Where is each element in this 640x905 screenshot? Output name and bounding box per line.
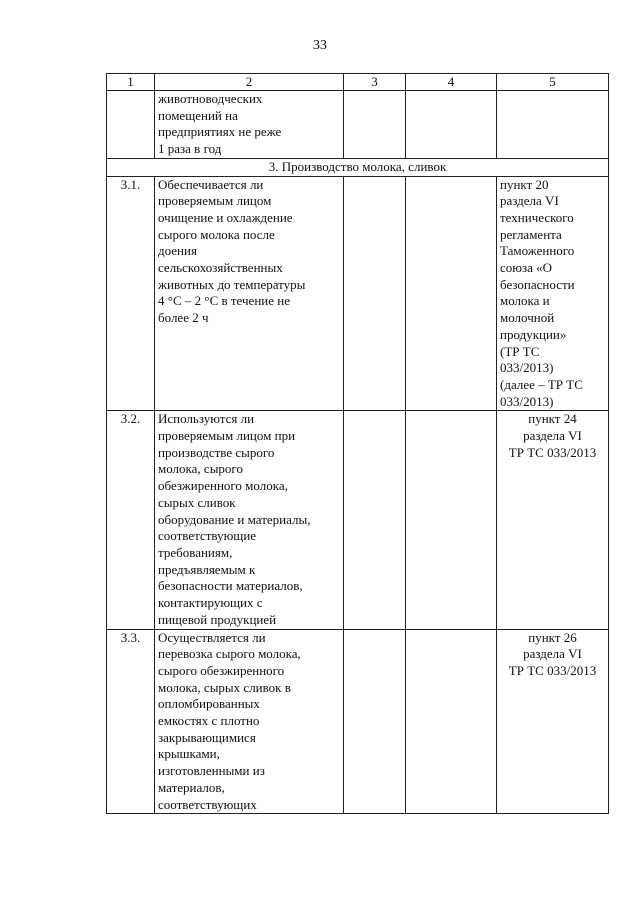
question-line: животных до температуры [158, 276, 306, 292]
reference-line: раздела VI [523, 428, 582, 444]
reference-line: продукции» [500, 326, 567, 342]
question-line: соответствующие [158, 528, 257, 544]
question-line: безопасности материалов, [158, 578, 303, 594]
question-line: оборудование и материалы, [158, 511, 311, 527]
header-col-2: 2 [155, 74, 344, 91]
row-col3 [344, 411, 406, 629]
reference-line: технического [500, 209, 574, 225]
reference-line: (ТР ТС [500, 343, 540, 359]
row-question [155, 176, 344, 411]
question-line: проверяемым лицом при [158, 428, 296, 444]
reference-line: (далее – ТР ТС [500, 376, 583, 392]
reference-line: ТР ТС 033/2013 [508, 444, 597, 460]
question-line: изготовленными из [158, 763, 265, 779]
reference-line: Таможенного [500, 243, 575, 259]
section-row [107, 158, 609, 176]
row-number: 3.1. [107, 176, 155, 411]
reference-line: раздела VI [500, 193, 559, 209]
reference-line: безопасности [500, 276, 575, 292]
question-line: соответствующих [158, 796, 257, 812]
question-line: сырого обезжиренного [158, 662, 285, 678]
question-line: производстве сырого [158, 444, 275, 460]
reference-line: пункт 24 [528, 411, 577, 427]
question-line: перевозка сырого молока, [158, 646, 301, 662]
question-line: 4 °C – 2 °C в течение не [158, 293, 290, 309]
continuation-col4 [406, 91, 497, 159]
continuation-question [155, 91, 344, 159]
reference-line: 033/2013) [500, 393, 554, 409]
question-line: крышками, [158, 746, 220, 762]
row-reference [497, 176, 609, 411]
table-row [107, 629, 609, 814]
table-row [107, 411, 609, 629]
question-line: проверяемым лицом [158, 193, 272, 209]
row-reference [497, 411, 609, 629]
question-line: доения [158, 243, 197, 259]
row-number: 3.2. [107, 411, 155, 629]
question-line: помещений на [158, 107, 238, 123]
table-row [107, 176, 609, 411]
section-title: 3. Производство молока, сливок [107, 158, 609, 176]
question-line: очищение и охлаждение [158, 209, 293, 225]
question-line: молока, сырого [158, 461, 243, 477]
reference-line: ТР ТС 033/2013 [508, 662, 597, 678]
question-line: предприятиях не реже [158, 124, 282, 140]
question-line: материалов, [158, 779, 225, 795]
header-col-3: 3 [344, 74, 406, 91]
page-number: 33 [313, 38, 327, 53]
row-col3 [344, 629, 406, 814]
reference-line: 033/2013) [500, 360, 554, 376]
continuation-num [107, 91, 155, 159]
question-line: закрывающимися [158, 729, 256, 745]
question-line: емкостях с плотно [158, 713, 260, 729]
continuation-col3 [344, 91, 406, 159]
question-line: пищевой продукцией [158, 611, 277, 627]
reference-line: молочной [500, 310, 555, 326]
question-line: сырых сливок [158, 494, 236, 510]
question-line: Обеспечивается ли [158, 176, 264, 192]
row-col3 [344, 176, 406, 411]
reference-line: пункт 20 [500, 176, 549, 192]
reference-line: молока и [500, 293, 550, 309]
row-question [155, 411, 344, 629]
reference-line: раздела VI [523, 646, 582, 662]
question-line: молока, сырых сливок в [158, 679, 291, 695]
header-col-1: 1 [107, 74, 155, 91]
question-line: Используются ли [158, 411, 255, 427]
question-line: обезжиренного молока, [158, 478, 288, 494]
question-line: опломбированных [158, 696, 260, 712]
reference-line: союза «О [500, 260, 553, 276]
question-line: Осуществляется ли [158, 629, 266, 645]
question-line: контактирующих с [158, 595, 263, 611]
reference-line: пункт 26 [528, 629, 577, 645]
row-col4 [406, 411, 497, 629]
header-col-5: 5 [497, 74, 609, 91]
question-line: 1 раза в год [158, 141, 222, 157]
question-line: сельскохозяйственных [158, 260, 283, 276]
row-reference [497, 629, 609, 814]
question-line: предъявляемым к [158, 561, 256, 577]
row-number: 3.3. [107, 629, 155, 814]
row-question [155, 629, 344, 814]
question-line: требованиям, [158, 544, 233, 560]
question-line: сырого молока после [158, 226, 275, 242]
row-col4 [406, 176, 497, 411]
question-line: более 2 ч [158, 310, 209, 326]
requirements-table [106, 73, 609, 814]
continuation-row [107, 91, 609, 159]
reference-line: регламента [500, 226, 562, 242]
header-col-4: 4 [406, 74, 497, 91]
table-header-row [107, 74, 609, 91]
continuation-ref [497, 91, 609, 159]
question-line: животноводческих [158, 91, 263, 106]
row-col4 [406, 629, 497, 814]
